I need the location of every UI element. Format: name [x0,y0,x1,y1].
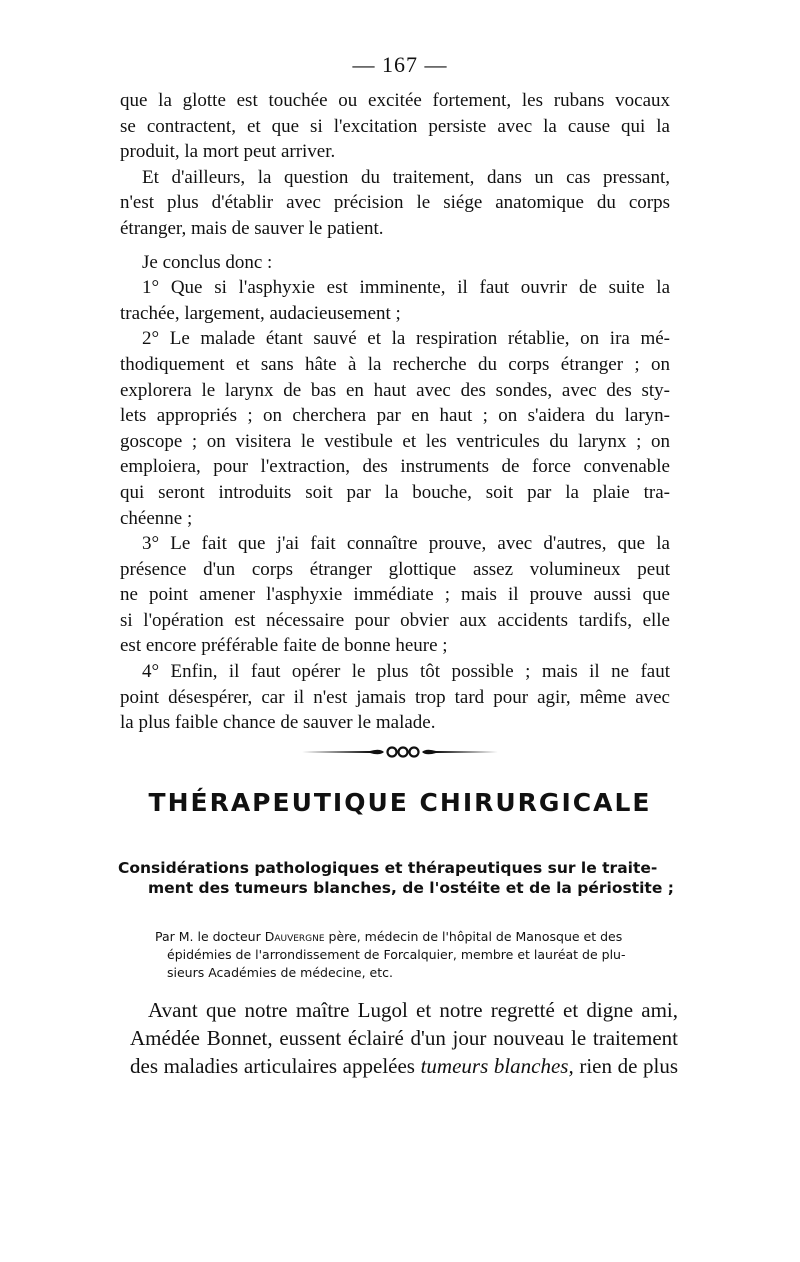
text-line: explorera le larynx de bas en haut avec des sondes, avec des sty- [120,379,670,401]
italic-term: tumeurs blanches, [420,1054,574,1078]
byline-line: sieurs Académies de médecine, etc. [167,965,393,980]
byline-line: épidémies de l'arrondissement de Forcalquier, membre et lauréat de plu- [167,947,626,962]
article-title-line: ment des tumeurs blanches, de l'ostéite et de la périostite ; [148,879,674,897]
text-line: présence d'un corps étranger glottique assez volumineux peut [120,558,670,580]
text-line: 2° Le malade étant sauvé et la respiration rétablie, on ira mé- [142,328,670,350]
text-line: Amédée Bonnet, eussent éclairé d'un jour nouveau le traitement [130,1026,678,1050]
author-byline [155,928,675,982]
text-line: produit, la mort peut arriver. [120,141,336,163]
text-line: lets appropriés ; on cherchera par en haut ; on s'aidera du laryn- [120,405,670,427]
text-line: que la glotte est touchée ou excitée fortement, les rubans vocaux [120,90,670,111]
text-line: si l'opération est nécessaire pour obvier aux accidents tardifs, elle [120,609,670,631]
text-line: se contractent, et que si l'excitation persiste avec la cause qui la [120,115,670,137]
author-name: Dauvergne [264,929,325,944]
text-line: 4° Enfin, il faut opérer le plus tôt possible ; mais il ne faut [142,661,670,683]
text-line: thodiquement et sans hâte à la recherche du corps étranger ; on [120,353,670,375]
text-line: étranger, mais de sauver le patient. [120,217,384,239]
text-line: ne point amener l'asphyxie immédiate ; mais il prouve aussi que [120,584,670,606]
text-line: Et d'ailleurs, la question du traitement, dans un cas pressant, [142,166,670,188]
paragraph-point-3 [120,531,670,659]
byline-affiliation: père, médecin de l'hôpital de Manosque et des [324,929,623,944]
text-line: la plus faible chance de sauver le malade. [120,712,436,734]
paragraph-point-2 [120,326,670,531]
byline-line [155,928,675,946]
lead-text-fragment: rien de plus [573,1054,678,1078]
text-line: qui seront introduits soit par la bouche, soit par la plaie tra- [120,481,670,503]
text-line: 3° Le fait que j'ai fait connaître prouve, avec d'autres, que la [142,533,670,555]
text-line: point désespérer, car il n'est jamais trop tard pour agir, même avec [120,686,670,708]
paragraph-question [120,165,670,242]
text-line: emploiera, pour l'extraction, des instruments de force convenable [120,456,670,478]
paragraph-gap [120,242,670,250]
byline-prefix: Par M. le docteur [155,929,265,944]
paragraph-point-4 [120,659,670,736]
text-line: chéenne ; [120,507,193,529]
main-text-block [120,88,670,736]
paragraph-conclusion-intro [120,250,670,276]
article-lead-paragraph [130,996,678,1080]
text-line: 1° Que si l'asphyxie est imminente, il faut ouvrir de suite la [142,277,670,299]
text-line: est encore préférable faite de bonne heure ; [120,635,448,657]
article-title-line: Considérations pathologiques et thérapeutiques sur le traite- [118,859,658,877]
text-line: goscope ; on visitera le vestibule et les ventricules du larynx ; on [120,430,670,452]
section-heading: THÉRAPEUTIQUE CHIRURGICALE [148,788,652,817]
text-line [130,1052,678,1080]
text-line: Avant que notre maître Lugol et notre regretté et digne ami, [148,998,678,1022]
paragraph-glotte [120,88,670,165]
ornament-divider [300,740,500,764]
paragraph-point-1 [120,275,670,326]
page-number: — 167 — [352,52,448,77]
text-line: Je conclus donc : [142,251,273,273]
text-line: trachée, largement, audacieusement ; [120,302,401,324]
lead-text-fragment: des maladies articulaires appelées [130,1054,421,1078]
article-title [118,858,678,898]
text-line: n'est plus d'établir avec précision le siége anatomique du corps [120,192,670,214]
